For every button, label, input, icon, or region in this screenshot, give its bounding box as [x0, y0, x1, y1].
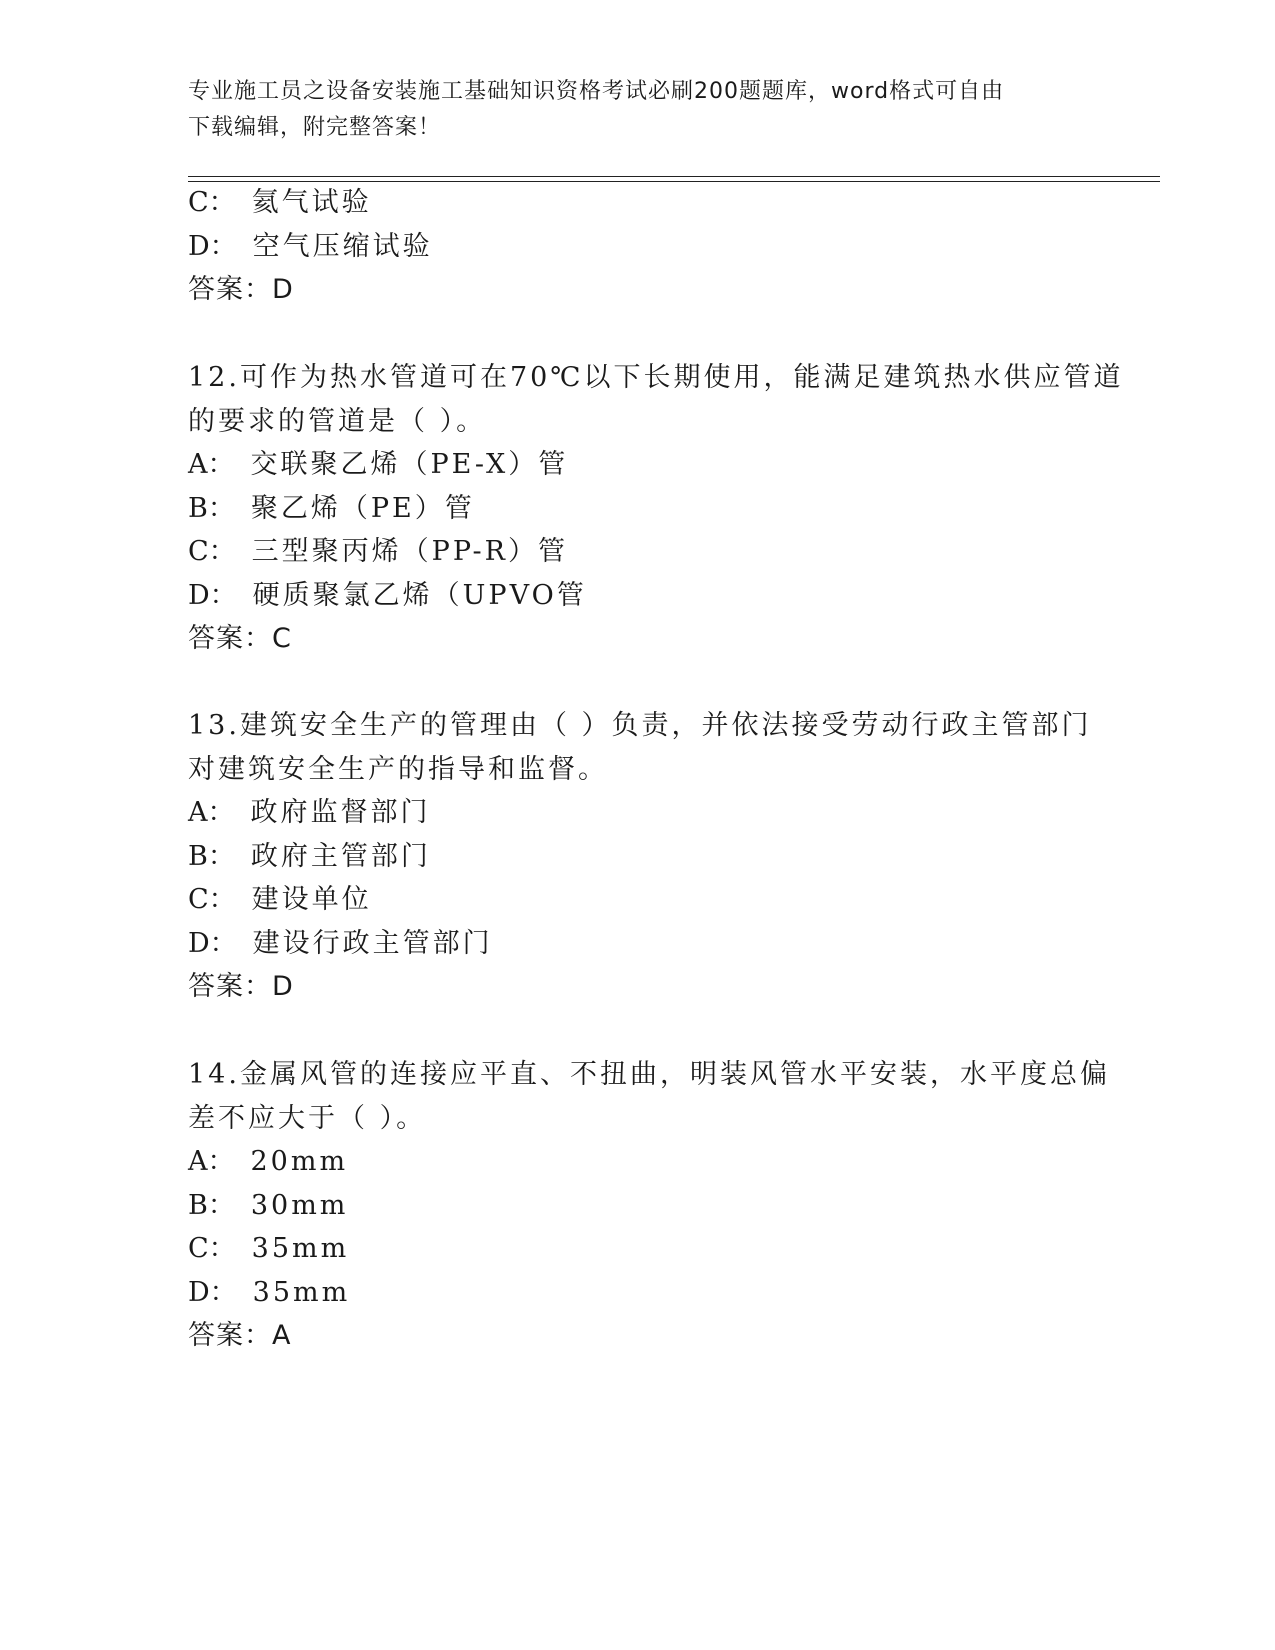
q14-option-d: D： 35mm: [188, 1277, 351, 1308]
q13-option-b: B： 政府主管部门: [188, 841, 431, 872]
q14-stem-line-1: 14.金属风管的连接应平直、不扭曲，明装风管水平安装，水平度总偏: [188, 1059, 1110, 1090]
q12-option-d: D： 硬质聚氯乙烯（UPVO管: [188, 580, 587, 611]
header-divider-bottom: [188, 181, 1160, 182]
q13-stem-line-1: 13.建筑安全生产的管理由（ ）负责，并依法接受劳动行政主管部门: [188, 710, 1092, 741]
q13-option-a: A： 政府监督部门: [188, 797, 431, 828]
q13-answer: 答案：D: [188, 971, 294, 1002]
q12-option-b: B： 聚乙烯（PE）管: [188, 493, 475, 524]
prev-option-d: D： 空气压缩试验: [188, 231, 433, 262]
q13-stem-line-2: 对建筑安全生产的指导和监督。: [188, 754, 608, 785]
q12-answer: 答案：C: [188, 623, 292, 654]
q14-option-b: B： 30mm: [188, 1190, 349, 1221]
document-header: [188, 74, 1078, 146]
prev-answer: 答案：D: [188, 274, 294, 305]
q14-option-c: C： 35mm: [188, 1233, 350, 1264]
q12-stem-line-1: 12.可作为热水管道可在70℃以下长期使用，能满足建筑热水供应管道: [188, 362, 1124, 393]
q12-option-c: C： 三型聚丙烯（PP-R）管: [188, 536, 568, 567]
q13-option-c: C： 建设单位: [188, 884, 372, 915]
q12-stem-line-2: 的要求的管道是（ ）。: [188, 406, 487, 437]
prev-option-c: C： 氦气试验: [188, 187, 372, 218]
header-line-1: 专业施工员之设备安装施工基础知识资格考试必刷200题题库，word格式可自由: [188, 79, 1005, 104]
q12-option-a: A： 交联聚乙烯（PE-X）管: [188, 449, 569, 480]
q14-option-a: A： 20mm: [188, 1146, 349, 1177]
q13-option-d: D： 建设行政主管部门: [188, 928, 493, 959]
header-line-2: 下载编辑，附完整答案！: [188, 115, 442, 140]
q14-stem-line-2: 差不应大于（ ）。: [188, 1103, 427, 1134]
header-divider-top: [188, 176, 1160, 177]
q14-answer: 答案：A: [188, 1320, 292, 1351]
